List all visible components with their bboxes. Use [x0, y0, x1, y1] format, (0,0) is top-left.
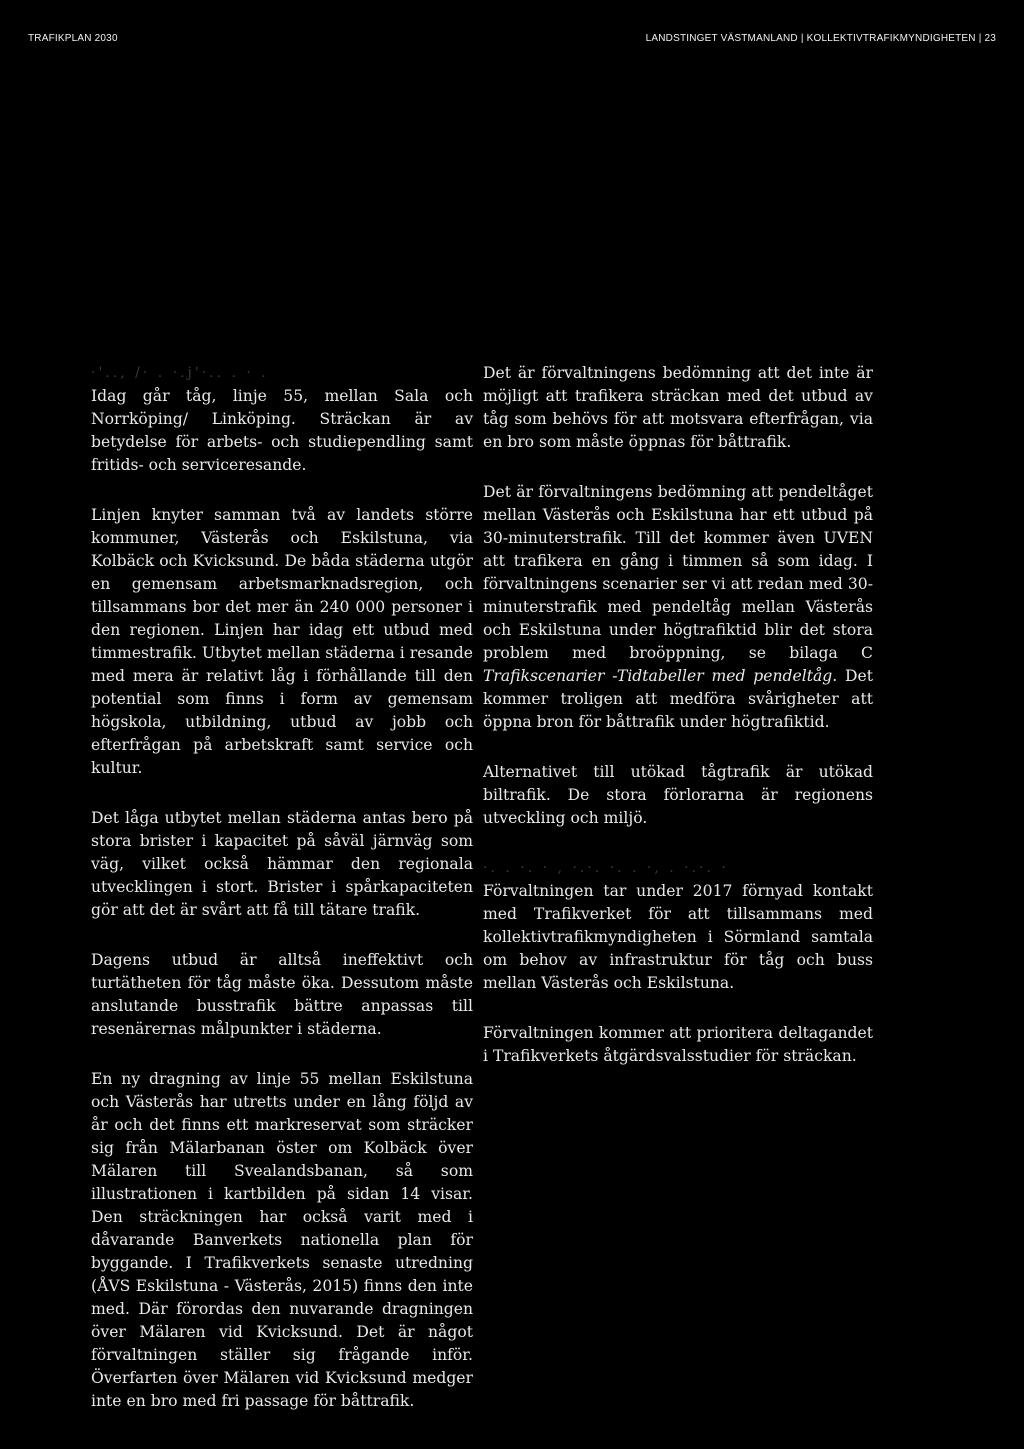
header-document-title: TRAFIKPLAN 2030: [28, 33, 118, 44]
paragraph-line-55-intro: Idag går tåg, linje 55, mellan Sala och Norrköping/ Linköping. Sträckan är av betydelse för arbets- och studiependling samt fritids- och serviceresande.: [91, 387, 473, 474]
appendix-reference: Trafikscenarier -Tidtabeller med pendeltåg: [483, 667, 833, 685]
paragraph-contact-trafikverket: Förvaltningen tar under 2017 förnyad kontakt med Trafikverket för att tillsammans med kollektivtrafikmyndigheten i Sörmland samtala om behov av infrastruktur för tåg och buss mellan Västerås och Eskilstuna.: [483, 882, 873, 992]
page-header: [28, 33, 996, 49]
paragraph-municipalities: Linjen knyter samman två av landets större kommuner, Västerås och Eskilstuna, via Kolbäck och Kvicksund. De båda städerna utgör en gemensam arbetsmarknadsregion, och tillsammans bor det mer än 240 000 personer i den regionen. Linjen har idag ett utbud med timmestrafik. Utbytet mellan städerna i resande med mera är relativt låg i förhållande till den potential som finns i form av gemensam högskola, utbildning, utbud av jobb och efterfrågan på arbetskraft samt service och kultur.: [91, 506, 473, 777]
left-column: [91, 362, 473, 1440]
right-column: [483, 362, 873, 1095]
paragraph-commuter-train: [483, 481, 873, 734]
paragraph-prioritize: Förvaltningen kommer att prioritera deltagandet i Trafikverkets åtgärdsvalsstudier för sträckan.: [483, 1024, 873, 1065]
paragraph-new-route: En ny dragning av linje 55 mellan Eskilstuna och Västerås har utretts under en lång följd av år och det finns ett markreservat som sträcker sig från Mälarbanan öster om Kolbäck över Mälaren till Svealandsbanan, så som illustrationen i kartbilden på sidan 14 visar. Den sträckningen har också varit med i dåvarande Banverkets nationella plan för byggande. I Trafikverkets senaste utredning (ÅVS Eskilstuna - Västerås, 2015) finns den inte med. Där förordas den nuvarande dragningen över Mälaren vid Kvicksund. Det är något förvaltningen ställer sig frågande inför. Överfarten över Mälaren vid Kvicksund medger inte en bro med fri passage för båttrafik.: [91, 1070, 473, 1410]
paragraph-low-exchange: Det låga utbytet mellan städerna antas bero på stora brister i kapacitet på såväl järnväg som väg, vilket också hämmar den regionala utvecklingen i stort. Brister i spårkapaciteten gör att det är svårt att få till tätare trafik.: [91, 809, 473, 919]
paragraph-current-service: Dagens utbud är alltså ineffektivt och turtätheten för tåg måste öka. Dessutom måste anslutande busstrafik bättre anpassas till resenärernas målpunkter i städerna.: [91, 951, 473, 1038]
paragraph-commuter-train-part2: . Det kommer troligen att medföra svårigheter att öppna bron för båttrafik under högtrafiktid.: [483, 667, 873, 731]
header-organization-page-number: LANDSTINGET VÄSTMANLAND | KOLLEKTIVTRAFIKMYNDIGHETEN | 23: [645, 33, 996, 44]
faded-section-heading-right: ·. . ·. · , ·.·. ·. . ·, . ·.·. ·: [483, 860, 729, 876]
faded-section-heading: ·'.., /· . ·.j'·.. . · .: [91, 365, 269, 381]
paragraph-alternative: Alternativet till utökad tågtrafik är utökad biltrafik. De stora förlorarna är regionens utveckling och miljö.: [483, 763, 873, 827]
paragraph-commuter-train-part1: Det är förvaltningens bedömning att pendeltåget mellan Västerås och Eskilstuna har ett utbud på 30-minuterstrafik. Till det kommer även UVEN att trafikera en gång i timmen så som idag. I förvaltningens scenarier ser vi att redan med 30-minuterstrafik med pendeltåg mellan Västerås och Eskilstuna under högtrafiktid blir det stora problem med broöppning, se bilaga C: [483, 483, 873, 662]
paragraph-bridge-assessment: Det är förvaltningens bedömning att det inte är möjligt att trafikera sträckan med det utbud av tåg som behövs för att motsvara efterfrågan, via en bro som måste öppnas för båttrafik.: [483, 364, 873, 451]
